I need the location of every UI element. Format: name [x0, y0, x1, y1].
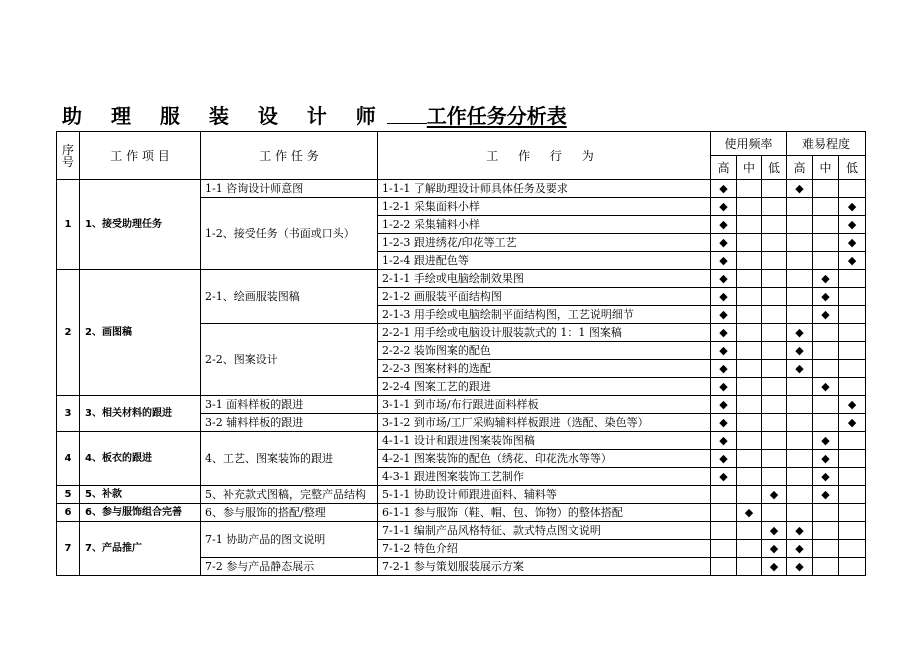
freq-mid-cell — [737, 288, 762, 306]
work-action: 4-1-1 设计和跟进图案装饰图稿 — [378, 432, 711, 450]
freq-high-cell: ◆ — [711, 252, 737, 270]
header-freq-high: 高 — [711, 156, 737, 180]
row-number: 1 — [57, 180, 80, 270]
diff-mid-cell: ◆ — [813, 270, 839, 288]
freq-low-cell — [762, 198, 787, 216]
diff-mid-cell: ◆ — [813, 306, 839, 324]
freq-low-cell — [762, 504, 787, 522]
diff-mid-cell — [813, 396, 839, 414]
freq-mid-cell — [737, 180, 762, 198]
task-analysis-table — [56, 131, 866, 576]
freq-mid-cell — [737, 252, 762, 270]
page-title — [62, 101, 567, 131]
diff-low-cell — [839, 360, 866, 378]
freq-low-cell — [762, 306, 787, 324]
freq-mid-cell — [737, 522, 762, 540]
header-num: 序号 — [57, 132, 80, 180]
work-action: 5-1-1 协助设计师跟进面料、辅料等 — [378, 486, 711, 504]
freq-mid-cell: ◆ — [737, 504, 762, 522]
freq-high-cell — [711, 522, 737, 540]
freq-low-cell: ◆ — [762, 522, 787, 540]
work-action: 2-2-2 装饰图案的配色 — [378, 342, 711, 360]
freq-mid-cell — [737, 396, 762, 414]
freq-low-cell — [762, 450, 787, 468]
freq-low-cell — [762, 324, 787, 342]
diff-low-cell — [839, 540, 866, 558]
diff-high-cell — [787, 432, 813, 450]
diff-high-cell — [787, 504, 813, 522]
diff-high-cell: ◆ — [787, 342, 813, 360]
diff-mid-cell — [813, 540, 839, 558]
freq-high-cell: ◆ — [711, 414, 737, 432]
diff-mid-cell — [813, 558, 839, 576]
diff-mid-cell: ◆ — [813, 432, 839, 450]
work-action: 1-2-4 跟进配色等 — [378, 252, 711, 270]
freq-mid-cell — [737, 234, 762, 252]
work-task: 1-2、接受任务（书面或口头） — [201, 198, 378, 270]
work-item: 1、接受助理任务 — [80, 180, 201, 270]
freq-mid-cell — [737, 216, 762, 234]
diff-low-cell — [839, 288, 866, 306]
freq-mid-cell — [737, 468, 762, 486]
freq-mid-cell — [737, 414, 762, 432]
work-action: 2-2-3 图案材料的选配 — [378, 360, 711, 378]
work-item: 4、板衣的跟进 — [80, 432, 201, 486]
table-row — [57, 522, 866, 540]
diff-low-cell — [839, 270, 866, 288]
freq-high-cell: ◆ — [711, 396, 737, 414]
freq-low-cell — [762, 414, 787, 432]
diff-high-cell — [787, 468, 813, 486]
diff-mid-cell: ◆ — [813, 468, 839, 486]
diff-high-cell: ◆ — [787, 540, 813, 558]
row-number: 2 — [57, 270, 80, 396]
work-task: 7-1 协助产品的图文说明 — [201, 522, 378, 558]
diff-high-cell — [787, 252, 813, 270]
diff-high-cell — [787, 486, 813, 504]
diff-mid-cell: ◆ — [813, 486, 839, 504]
freq-low-cell — [762, 288, 787, 306]
header-task: 工 作 任 务 — [201, 132, 378, 180]
freq-high-cell: ◆ — [711, 342, 737, 360]
header-freq-mid: 中 — [737, 156, 762, 180]
diff-low-cell — [839, 522, 866, 540]
diff-mid-cell — [813, 414, 839, 432]
diff-high-cell — [787, 378, 813, 396]
diff-high-cell — [787, 270, 813, 288]
diff-mid-cell — [813, 342, 839, 360]
diff-high-cell — [787, 234, 813, 252]
diff-low-cell — [839, 558, 866, 576]
table-row — [57, 504, 866, 522]
freq-low-cell: ◆ — [762, 486, 787, 504]
freq-mid-cell — [737, 198, 762, 216]
freq-high-cell: ◆ — [711, 180, 737, 198]
header-frequency: 使用频率 — [711, 132, 787, 156]
freq-mid-cell — [737, 342, 762, 360]
freq-mid-cell — [737, 486, 762, 504]
row-number: 6 — [57, 504, 80, 522]
diff-low-cell: ◆ — [839, 396, 866, 414]
work-action: 2-1-3 用手绘或电脑绘制平面结构图，工艺说明细节 — [378, 306, 711, 324]
table-row — [57, 180, 866, 198]
freq-high-cell: ◆ — [711, 378, 737, 396]
diff-low-cell: ◆ — [839, 252, 866, 270]
freq-high-cell: ◆ — [711, 468, 737, 486]
header-action: 工 作 行 为 — [378, 132, 711, 180]
freq-mid-cell — [737, 378, 762, 396]
header-diff-low: 低 — [839, 156, 866, 180]
diff-high-cell — [787, 414, 813, 432]
diff-high-cell: ◆ — [787, 324, 813, 342]
freq-low-cell — [762, 360, 787, 378]
freq-mid-cell — [737, 558, 762, 576]
diff-low-cell: ◆ — [839, 216, 866, 234]
diff-mid-cell — [813, 522, 839, 540]
diff-low-cell — [839, 468, 866, 486]
work-task: 6、参与服饰的搭配/整理 — [201, 504, 378, 522]
work-item: 5、补款 — [80, 486, 201, 504]
freq-high-cell: ◆ — [711, 216, 737, 234]
freq-high-cell: ◆ — [711, 234, 737, 252]
work-task: 3-2 辅料样板的跟进 — [201, 414, 378, 432]
row-number: 4 — [57, 432, 80, 486]
freq-mid-cell — [737, 324, 762, 342]
work-action: 7-2-1 参与策划服装展示方案 — [378, 558, 711, 576]
title-underline-gap — [387, 101, 427, 124]
work-action: 1-1-1 了解助理设计师具体任务及要求 — [378, 180, 711, 198]
work-action: 6-1-1 参与服饰（鞋、帽、包、饰物）的整体搭配 — [378, 504, 711, 522]
diff-mid-cell — [813, 216, 839, 234]
header-freq-low: 低 — [762, 156, 787, 180]
freq-low-cell — [762, 432, 787, 450]
freq-high-cell — [711, 486, 737, 504]
work-action: 4-3-1 跟进图案装饰工艺制作 — [378, 468, 711, 486]
header-diff-high: 高 — [787, 156, 813, 180]
diff-low-cell — [839, 324, 866, 342]
freq-high-cell: ◆ — [711, 360, 737, 378]
freq-high-cell: ◆ — [711, 198, 737, 216]
freq-low-cell — [762, 396, 787, 414]
freq-high-cell — [711, 540, 737, 558]
work-task: 3-1 面料样板的跟进 — [201, 396, 378, 414]
table-row — [57, 396, 866, 414]
diff-low-cell — [839, 450, 866, 468]
row-number: 7 — [57, 522, 80, 576]
diff-mid-cell: ◆ — [813, 288, 839, 306]
freq-high-cell: ◆ — [711, 270, 737, 288]
diff-low-cell — [839, 486, 866, 504]
diff-mid-cell — [813, 324, 839, 342]
freq-high-cell — [711, 504, 737, 522]
work-task: 1-1 咨询设计师意图 — [201, 180, 378, 198]
header-difficulty: 难易程度 — [787, 132, 866, 156]
table-row — [57, 270, 866, 288]
work-item: 7、产品推广 — [80, 522, 201, 576]
table-row — [57, 432, 866, 450]
freq-low-cell: ◆ — [762, 540, 787, 558]
work-item: 2、画图稿 — [80, 270, 201, 396]
diff-high-cell — [787, 288, 813, 306]
diff-low-cell — [839, 378, 866, 396]
freq-low-cell — [762, 342, 787, 360]
work-task: 2-2、图案设计 — [201, 324, 378, 396]
freq-high-cell: ◆ — [711, 306, 737, 324]
diff-mid-cell — [813, 180, 839, 198]
work-action: 2-1-1 手绘或电脑绘制效果图 — [378, 270, 711, 288]
diff-high-cell: ◆ — [787, 360, 813, 378]
work-task: 2-1、绘画服装图稿 — [201, 270, 378, 324]
freq-low-cell — [762, 468, 787, 486]
work-action: 3-1-2 到市场/工厂采购辅料样板跟进（选配、染色等） — [378, 414, 711, 432]
diff-low-cell: ◆ — [839, 414, 866, 432]
diff-mid-cell: ◆ — [813, 378, 839, 396]
diff-high-cell — [787, 306, 813, 324]
work-task: 7-2 参与产品静态展示 — [201, 558, 378, 576]
diff-high-cell — [787, 198, 813, 216]
freq-mid-cell — [737, 432, 762, 450]
title-sub: 工作任务分析表 — [426, 104, 567, 128]
freq-high-cell: ◆ — [711, 432, 737, 450]
diff-high-cell: ◆ — [787, 180, 813, 198]
diff-mid-cell: ◆ — [813, 450, 839, 468]
diff-low-cell — [839, 432, 866, 450]
work-action: 2-2-4 图案工艺的跟进 — [378, 378, 711, 396]
work-action: 1-2-3 跟进绣花/印花等工艺 — [378, 234, 711, 252]
freq-low-cell — [762, 216, 787, 234]
freq-low-cell: ◆ — [762, 558, 787, 576]
freq-low-cell — [762, 180, 787, 198]
diff-low-cell: ◆ — [839, 234, 866, 252]
freq-mid-cell — [737, 540, 762, 558]
freq-mid-cell — [737, 306, 762, 324]
freq-mid-cell — [737, 450, 762, 468]
freq-high-cell — [711, 558, 737, 576]
freq-mid-cell — [737, 360, 762, 378]
work-action: 3-1-1 到市场/布行跟进面料样板 — [378, 396, 711, 414]
work-action: 1-2-2 采集辅料小样 — [378, 216, 711, 234]
title-main: 助 理 服 装 设 计 师 — [62, 104, 387, 128]
row-number: 5 — [57, 486, 80, 504]
diff-mid-cell — [813, 504, 839, 522]
work-action: 2-1-2 画服装平面结构图 — [378, 288, 711, 306]
work-item: 6、参与服饰组合完善 — [80, 504, 201, 522]
freq-mid-cell — [737, 270, 762, 288]
diff-low-cell — [839, 342, 866, 360]
work-action: 7-1-1 编制产品风格特征、款式特点图文说明 — [378, 522, 711, 540]
diff-high-cell — [787, 396, 813, 414]
diff-low-cell — [839, 306, 866, 324]
freq-low-cell — [762, 234, 787, 252]
diff-mid-cell — [813, 360, 839, 378]
freq-low-cell — [762, 252, 787, 270]
diff-mid-cell — [813, 234, 839, 252]
diff-low-cell — [839, 504, 866, 522]
diff-high-cell — [787, 450, 813, 468]
work-action: 1-2-1 采集面料小样 — [378, 198, 711, 216]
diff-low-cell — [839, 180, 866, 198]
diff-high-cell — [787, 216, 813, 234]
work-action: 7-1-2 特色介绍 — [378, 540, 711, 558]
diff-mid-cell — [813, 252, 839, 270]
freq-high-cell: ◆ — [711, 324, 737, 342]
diff-high-cell: ◆ — [787, 522, 813, 540]
work-action: 4-2-1 图案装饰的配色（绣花、印花洗水等等） — [378, 450, 711, 468]
table-body — [57, 180, 866, 576]
diff-mid-cell — [813, 198, 839, 216]
work-item: 3、相关材料的跟进 — [80, 396, 201, 432]
diff-high-cell: ◆ — [787, 558, 813, 576]
work-action: 2-2-1 用手绘或电脑设计服装款式的 1：1 图案稿 — [378, 324, 711, 342]
freq-low-cell — [762, 378, 787, 396]
row-number: 3 — [57, 396, 80, 432]
work-task: 5、补充款式图稿，完整产品结构 — [201, 486, 378, 504]
work-task: 4、工艺、图案装饰的跟进 — [201, 432, 378, 486]
table-row — [57, 486, 866, 504]
freq-low-cell — [762, 270, 787, 288]
freq-high-cell: ◆ — [711, 450, 737, 468]
diff-low-cell: ◆ — [839, 198, 866, 216]
header-diff-mid: 中 — [813, 156, 839, 180]
freq-high-cell: ◆ — [711, 288, 737, 306]
header-item: 工 作 项 目 — [80, 132, 201, 180]
